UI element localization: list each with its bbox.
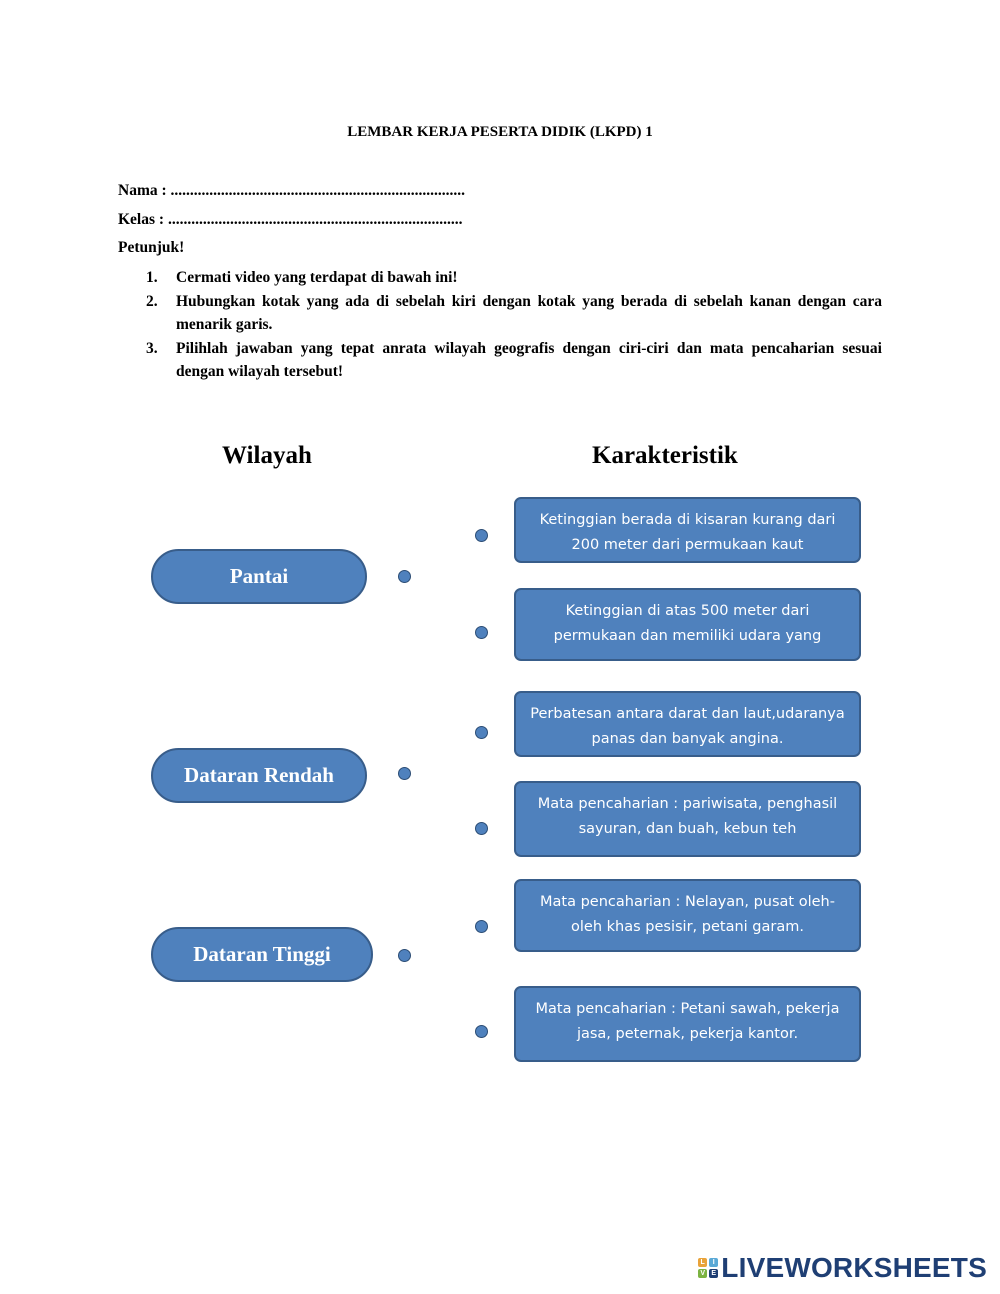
class-field <box>118 211 462 229</box>
instructions-list <box>146 266 882 384</box>
region-connector-dot[interactable] <box>398 949 411 962</box>
characteristic-connector-dot[interactable] <box>475 920 488 933</box>
region-box-dataran-tinggi: Dataran Tinggi <box>151 927 373 982</box>
characteristic-connector-dot[interactable] <box>475 529 488 542</box>
liveworksheets-logo-icon: L I V E <box>698 1258 718 1278</box>
class-input-line[interactable]: ............................................................................ <box>167 211 463 228</box>
characteristic-connector-dot[interactable] <box>475 626 488 639</box>
characteristic-card: Ketinggian di atas 500 meter dari permukaan dan memiliki udara yang <box>514 588 861 661</box>
instructions-heading: Petunjuk! <box>118 239 185 256</box>
liveworksheets-logo <box>698 1252 987 1284</box>
characteristic-card: Mata pencaharian : pariwisata, penghasil sayuran, dan buah, kebun teh <box>514 781 861 857</box>
region-box-dataran-rendah: Dataran Rendah <box>151 748 367 803</box>
characteristic-connector-dot[interactable] <box>475 822 488 835</box>
name-field <box>118 182 465 200</box>
characteristic-column-heading: Karakteristik <box>592 442 738 469</box>
region-connector-dot[interactable] <box>398 767 411 780</box>
region-connector-dot[interactable] <box>398 570 411 583</box>
logo-text: LIVEWORKSHEETS <box>721 1252 987 1283</box>
characteristic-connector-dot[interactable] <box>475 1025 488 1038</box>
page-title: LEMBAR KERJA PESERTA DIDIK (LKPD) 1 <box>347 124 653 140</box>
class-label: Kelas : <box>118 211 165 228</box>
instruction-item: 1. Cermati video yang terdapat di bawah ini! <box>146 269 458 286</box>
region-column-heading: Wilayah <box>222 442 312 469</box>
instruction-item: 2. Hubungkan kotak yang ada di sebelah kiri dengan kotak yang berada di sebelah kanan dengan cara menarik garis. <box>146 292 882 333</box>
characteristic-card: Mata pencaharian : Nelayan, pusat oleh-oleh khas pesisir, petani garam. <box>514 879 861 952</box>
region-box-pantai: Pantai <box>151 549 367 604</box>
name-label: Nama : <box>118 182 167 199</box>
characteristic-card: Perbatesan antara darat dan laut,udaranya panas dan banyak angina. <box>514 691 861 757</box>
characteristic-card: Mata pencaharian : Petani sawah, pekerja jasa, peternak, pekerja kantor. <box>514 986 861 1062</box>
name-input-line[interactable]: ............................................................................ <box>170 182 466 199</box>
characteristic-card: Ketinggian berada di kisaran kurang dari 200 meter dari permukaan kaut <box>514 497 861 563</box>
characteristic-connector-dot[interactable] <box>475 726 488 739</box>
instruction-item: 3. Pilihlah jawaban yang tepat anrata wilayah geografis dengan ciri-ciri dan mata pencaharian sesuai dengan wilayah tersebut! <box>146 339 882 380</box>
